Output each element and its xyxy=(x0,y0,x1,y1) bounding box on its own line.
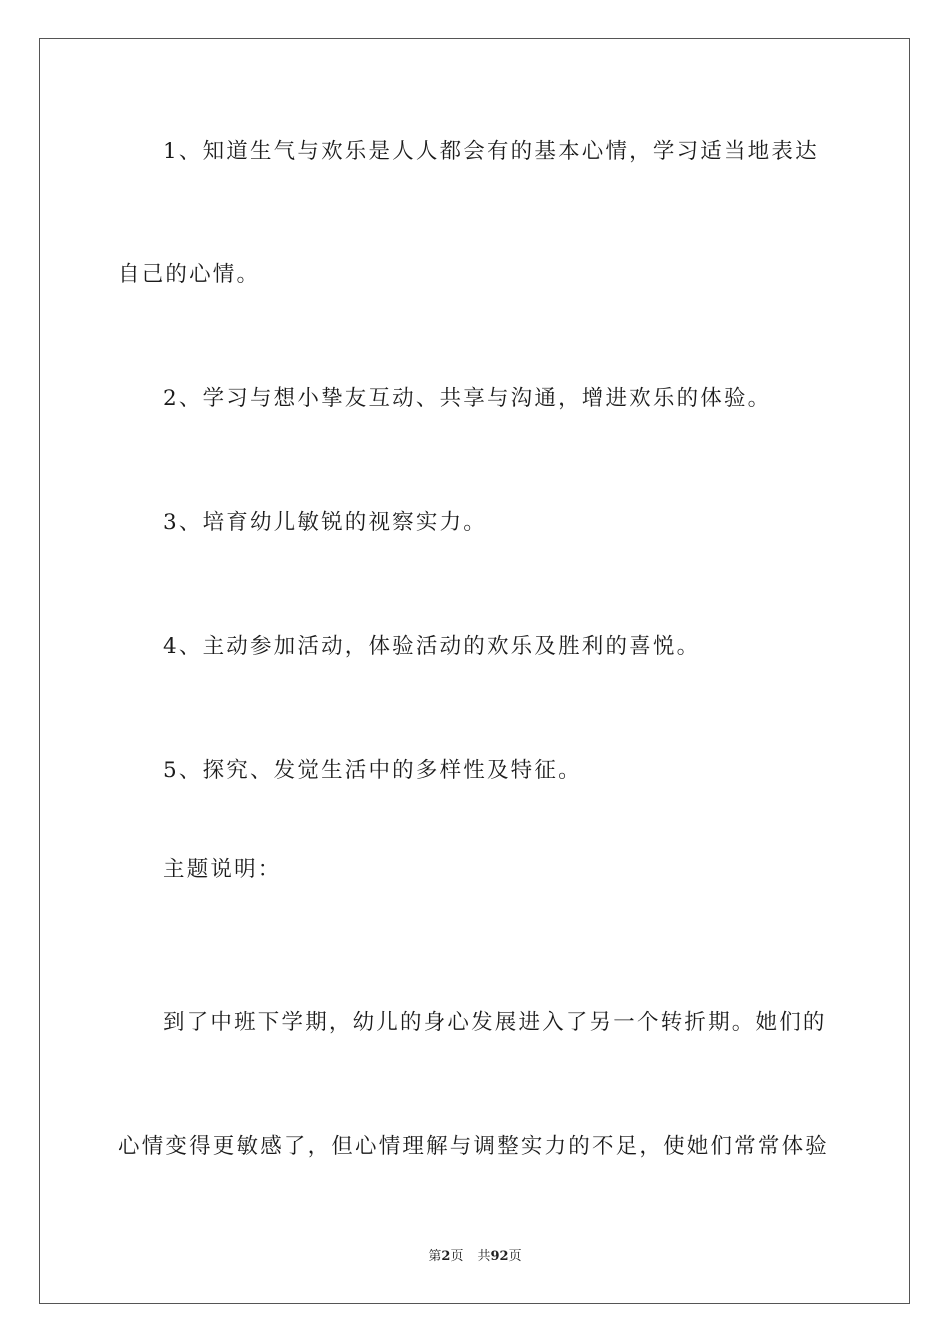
page-prefix: 第 xyxy=(428,1249,442,1264)
page-number: 2 xyxy=(441,1249,451,1264)
page-suffix: 页 xyxy=(450,1249,464,1264)
total-pages: 92 xyxy=(490,1249,509,1264)
goal-item-5: 5、探究、发觉生活中的多样性及特征。 xyxy=(163,758,582,783)
page-footer xyxy=(0,1248,950,1266)
page-border xyxy=(39,38,910,1304)
goal-item-1: 1、知道生气与欢乐是人人都会有的基本心情，学习适当地表达 xyxy=(163,139,819,164)
goal-item-2: 2、学习与想小挚友互动、共享与沟通，增进欢乐的体验。 xyxy=(163,386,772,411)
total-prefix: 共 xyxy=(477,1249,491,1264)
section-heading: 主题说明： xyxy=(163,857,282,882)
paragraph-line-2: 心情变得更敏感了，但心情理解与调整实力的不足，使她们常常体验 xyxy=(118,1134,830,1159)
goal-item-3: 3、培育幼儿敏锐的视察实力。 xyxy=(163,510,487,535)
total-suffix: 页 xyxy=(508,1249,522,1264)
paragraph-line-1: 到了中班下学期，幼儿的身心发展进入了另一个转折期。她们的 xyxy=(163,1010,827,1035)
goal-item-4: 4、主动参加活动，体验活动的欢乐及胜利的喜悦。 xyxy=(163,634,701,659)
goal-item-1-continued: 自己的心情。 xyxy=(118,262,261,287)
